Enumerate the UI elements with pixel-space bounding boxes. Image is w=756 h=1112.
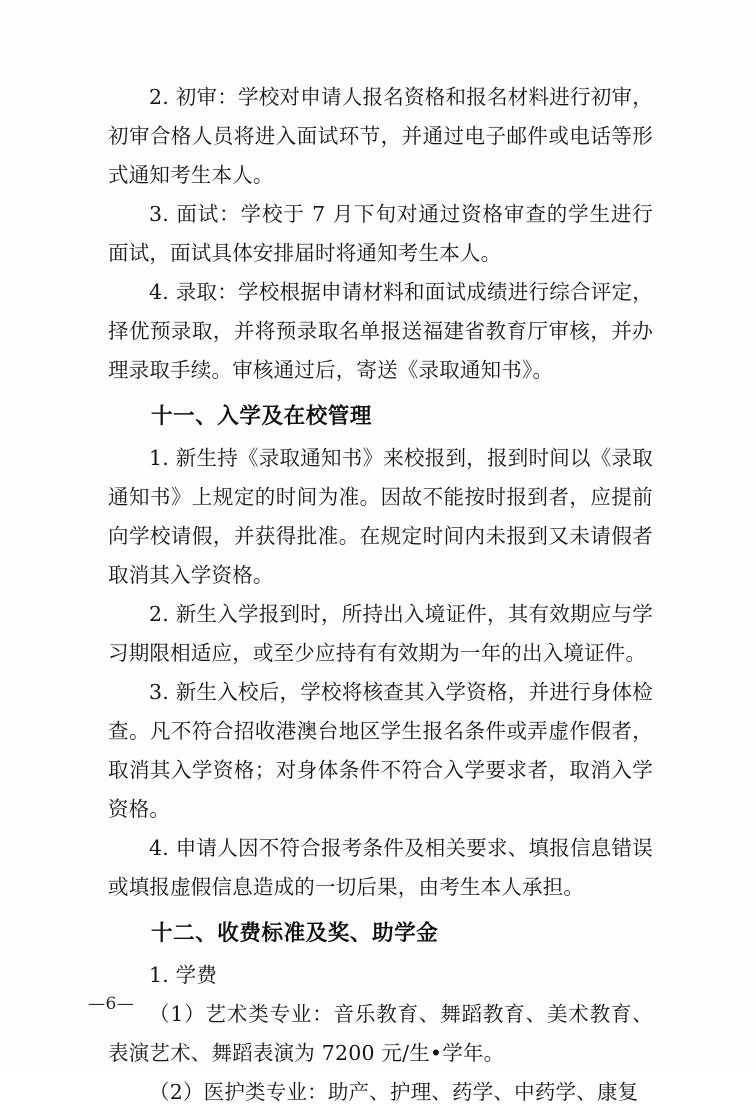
paragraph-enrollment-item-4: 4. 申请人因不符合报考条件及相关要求、填报信息错误或填报虚假信息造成的一切后果，由考生本人承担。 (108, 836, 653, 899)
paragraph-tuition-label: 1. 学费 (149, 963, 218, 987)
paragraph-tuition-medical: （2）医护类专业：助产、护理、药学、中药学、康复 (149, 1080, 639, 1104)
paragraph-tuition-arts: （1）艺术类专业：音乐教育、舞蹈教育、美术教育、表演艺术、舞蹈表演为 7200 元/生•学年。 (108, 1002, 653, 1065)
paragraph-enrollment-item-1: 1. 新生持《录取通知书》来校报到，报到时间以《录取通知书》上规定的时间为准。因故不能按时报到者，应提前向学校请假，并获得批准。在规定时间内未报到又未请假者取消其入学资格。 (108, 446, 653, 587)
paragraph-interview: 3. 面试：学校于 7 月下旬对通过资格审查的学生进行面试，面试具体安排届时将通知考生本人。 (108, 202, 653, 265)
paragraph-admission: 4. 录取：学校根据申请材料和面试成绩进行综合评定，择优预录取，并将预录取名单报送福建省教育厅审核，并办理录取手续。审核通过后，寄送《录取通知书》。 (108, 280, 653, 382)
page-number: —6— (88, 994, 135, 1014)
document-body (108, 78, 653, 1112)
paragraph-preliminary-review: 2. 初审：学校对申请人报名资格和报名材料进行初审，初审合格人员将进入面试环节，并通过电子邮件或电话等形式通知考生本人。 (108, 85, 653, 187)
section-heading-enrollment-management: 十一、入学及在校管理 (151, 404, 373, 429)
section-heading-fees-and-scholarships: 十二、收费标准及奖、助学金 (151, 921, 439, 946)
paragraph-enrollment-item-3: 3. 新生入校后，学校将核查其入学资格，并进行身体检查。凡不符合招收港澳台地区学生报名条件或弄虚作假者，取消其入学资格；对身体条件不符合入学要求者，取消入学资格。 (108, 680, 653, 821)
paragraph-enrollment-item-2: 2. 新生入学报到时，所持出入境证件，其有效期应与学习期限相适应，或至少应持有有效期为一年的出入境证件。 (108, 602, 653, 665)
